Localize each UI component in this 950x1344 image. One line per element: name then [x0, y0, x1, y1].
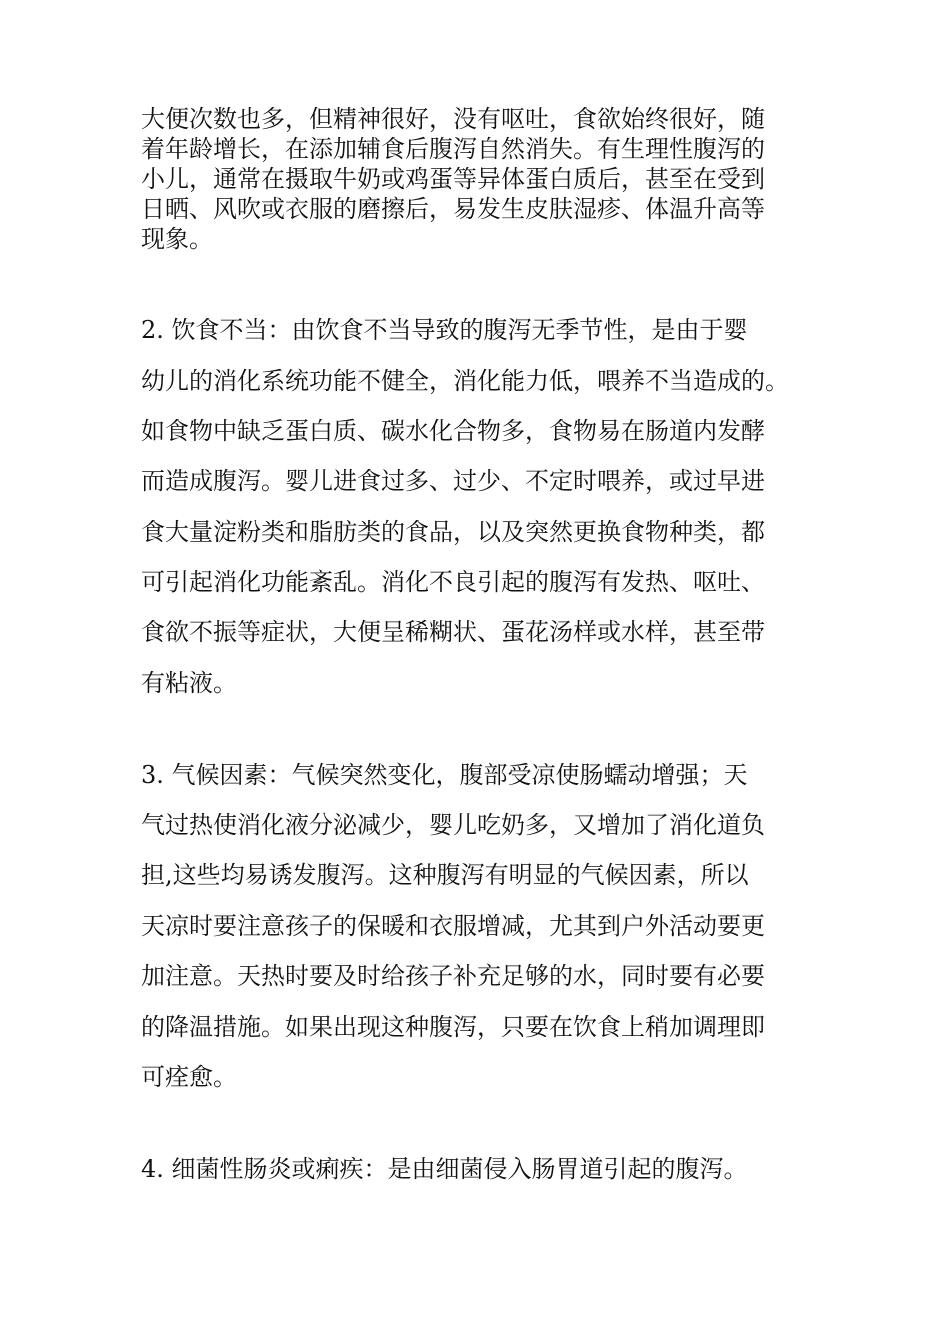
text-line: 幼儿的消化系统功能不健全，消化能力低，喂养不当造成的。 [141, 367, 789, 395]
text-line: 气过热使消化液分泌减少，婴儿吃奶多，又增加了消化道负 [141, 811, 765, 839]
text-line: 食欲不振等症状，大便呈稀糊状、蛋花汤样或水样，甚至带 [141, 618, 765, 646]
text-line: 食大量淀粉类和脂肪类的食品，以及突然更换食物种类，都 [141, 518, 765, 546]
text-line: 日晒、风吹或衣服的磨擦后，易发生皮肤湿疹、体温升高等 [141, 195, 765, 223]
text-line: 有粘液。 [141, 669, 237, 697]
text-line: 而造成腹泻。婴儿进食过多、过少、不定时喂养，或过早进 [141, 467, 765, 495]
text-line: 加注意。天热时要及时给孩子补充足够的水，同时要有必要 [141, 962, 765, 990]
text-line: 担,这些均易诱发腹泻。这种腹泻有明显的气候因素，所以 [141, 861, 749, 889]
text-line: 着年龄增长，在添加辅食后腹泻自然消失。有生理性腹泻的 [141, 135, 765, 163]
text-line: 可痊愈。 [141, 1063, 237, 1091]
section-heading-line: 4. 细菌性肠炎或痢疾：是由细菌侵入肠胃道引起的腹泻。 [141, 1155, 748, 1183]
text-line: 现象。 [141, 225, 213, 253]
text-line: 可引起消化功能紊乱。消化不良引起的腹泻有发热、呕吐、 [141, 568, 765, 596]
text-line: 天凉时要注意孩子的保暖和衣服增减，尤其到户外活动要更 [141, 912, 765, 940]
text-line: 如食物中缺乏蛋白质、碳水化合物多，食物易在肠道内发酵 [141, 417, 765, 445]
text-line: 大便次数也多，但精神很好，没有呕吐，食欲始终很好，随 [141, 105, 765, 133]
text-line: 小儿，通常在摄取牛奶或鸡蛋等异体蛋白质后，甚至在受到 [141, 165, 765, 193]
section-heading-line: 3. 气候因素：气候突然变化，腹部受凉使肠蠕动增强；天 [141, 761, 748, 789]
text-line: 的降温措施。如果出现这种腹泻，只要在饮食上稍加调理即 [141, 1013, 765, 1041]
section-heading-line: 2. 饮食不当：由饮食不当导致的腹泻无季节性，是由于婴 [141, 316, 748, 344]
